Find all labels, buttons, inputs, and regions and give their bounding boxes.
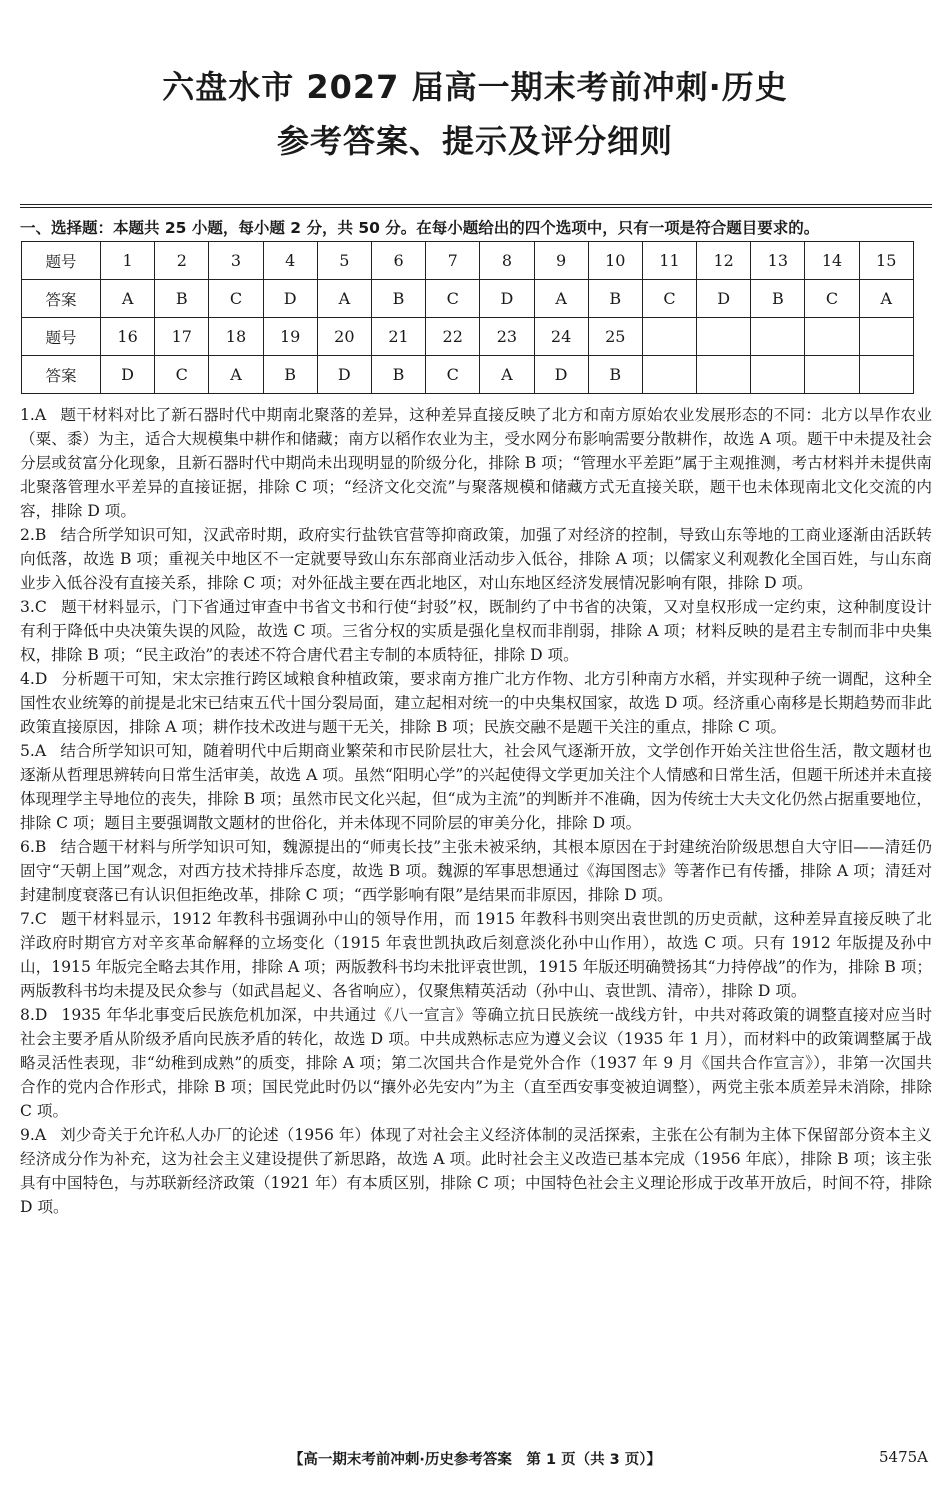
item-number: 7. [20, 910, 35, 928]
question-number: 16 [101, 318, 155, 356]
question-number: 19 [263, 318, 317, 356]
question-number: 12 [697, 242, 751, 280]
document-title: 六盘水市 2027 届高一期末考前冲刺·历史 [162, 68, 788, 106]
answer-cell: B [588, 280, 642, 318]
question-number: 9 [534, 242, 588, 280]
answer-cell: A [534, 280, 588, 318]
question-number-row-1 [22, 242, 914, 280]
header-divider-thin [20, 207, 932, 208]
item-text: 结合所学知识可知，汉武帝时期，政府实行盐铁官营等抑商政策，加强了对经济的控制，导致山东等地的工商业逐渐由活跃转向低落，故选 B 项；重视关中地区不一定就要导致山东东部商业活动步入低谷，排除 A 项；以儒家义利观教化全国百姓，与山东商业步入低谷没有直接关系，排除 C 项；对外征战主要在西北地区，对山东地区经济发展情况影响有限，排除 D 项。 [20, 526, 932, 592]
answer-cell: D [534, 356, 588, 394]
item-number: 4. [20, 670, 35, 688]
explanation-item [20, 403, 932, 523]
question-number [805, 318, 859, 356]
answer-cell: B [263, 356, 317, 394]
item-number: 6. [20, 838, 35, 856]
question-number: 2 [155, 242, 209, 280]
item-number: 3. [20, 598, 35, 616]
answer-cell: C [426, 356, 480, 394]
explanation-item [20, 595, 932, 667]
answer-row-2 [22, 356, 914, 394]
answer-cell: B [588, 356, 642, 394]
answer-cell: A [317, 280, 371, 318]
explanation-item [20, 835, 932, 907]
item-text: 刘少奇关于允许私人办厂的论述（1956 年）体现了对社会主义经济体制的灵活探索，主张在公有制为主体下保留部分资本主义经济成分作为补充，这为社会主义建设提供了新思路，故选 A 项。此时社会主义改造已基本完成（1956 年底），排除 B 项；该主张具有中国特色，与苏联新经济政策（1921 年）有本质区别，排除 C 项；中国特色社会主义理论形成于改革开放后，时间不符，排除 D 项。 [20, 1126, 932, 1216]
item-text: 结合所学知识可知，随着明代中后期商业繁荣和市民阶层壮大，社会风气逐渐开放，文学创作开始关注世俗生活，散文题材也逐渐从哲理思辨转向日常生活审美，故选 A 项。虽然“阳明心学”的兴起使得文学更加关注个人情感和日常生活，但题干所述并未直接体现理学主导地位的丧失，排除 B 项；虽然市民文化兴起，但“成为主流”的判断并不准确，因为传统士大夫文化仍然占据重要地位，排除 C 项；题目主要强调散文题材的世俗化，并未体现不同阶层的审美分化，排除 D 项。 [20, 742, 932, 832]
row-label-answer: 答案 [22, 280, 101, 318]
question-number: 1 [101, 242, 155, 280]
item-answer: D [34, 1006, 48, 1024]
item-number: 9. [20, 1126, 35, 1144]
item-answer: B [34, 838, 47, 856]
answer-cell: B [371, 280, 425, 318]
question-number: 17 [155, 318, 209, 356]
answer-cell: A [480, 356, 534, 394]
explanation-item [20, 1123, 932, 1219]
answer-cell [805, 356, 859, 394]
item-number: 2. [20, 526, 35, 544]
question-number [859, 318, 913, 356]
answer-cell: B [751, 280, 805, 318]
item-text: 题干材料对比了新石器时代中期南北聚落的差异，这种差异直接反映了北方和南方原始农业发展形态的不同：北方以旱作农业（粟、黍）为主，适合大规模集中耕作和储藏；南方以稻作农业为主，受水网分布影响需要分散耕作，故选 A 项。题干中未提及社会分层或贫富分化现象，且新石器时代中期尚未出现明显的阶级分化，排除 B 项；“管理水平差距”属于主观推测，考古材料并未提供南北聚落管理水平差异的直接证据，排除 C 项；“经济文化交流”与聚落规模和储藏方式无直接关联，题干也未体现南北文化交流的内容，排除 D 项。 [20, 406, 932, 520]
item-text: 分析题干可知，宋太宗推行跨区域粮食种植政策，要求南方推广北方作物、北方引种南方水稻，并实现种子统一调配，这种全国性农业统筹的前提是北宋已结束五代十国分裂局面，建立起相对统一的中央集权国家，故选 D 项。经济重心南移是长期趋势而非此政策直接原因，排除 A 项；耕作技术改进与题干无关，排除 B 项；民族交融不是题干关注的重点，排除 C 项。 [20, 670, 932, 736]
question-number [697, 318, 751, 356]
question-number: 24 [534, 318, 588, 356]
document-code: 5475A [878, 1448, 928, 1466]
question-number: 5 [317, 242, 371, 280]
question-number: 23 [480, 318, 534, 356]
answer-cell: C [155, 356, 209, 394]
item-answer: A [34, 1126, 47, 1144]
question-number: 10 [588, 242, 642, 280]
question-number: 8 [480, 242, 534, 280]
question-number: 20 [317, 318, 371, 356]
section-heading: 一、选择题：本题共 25 小题，每小题 2 分，共 50 分。在每小题给出的四个选项中，只有一项是符合题目要求的。 [20, 219, 820, 237]
answer-cell: C [642, 280, 696, 318]
answer-cell: C [426, 280, 480, 318]
answer-cell: A [209, 356, 263, 394]
question-number: 18 [209, 318, 263, 356]
answer-cell: D [263, 280, 317, 318]
answer-cell [642, 356, 696, 394]
explanation-item [20, 1003, 932, 1123]
explanation-item [20, 739, 932, 835]
question-number: 25 [588, 318, 642, 356]
question-number-row-2 [22, 318, 914, 356]
question-number: 22 [426, 318, 480, 356]
answer-cell: B [155, 280, 209, 318]
answer-cell: D [480, 280, 534, 318]
item-text: 结合题干材料与所学知识可知，魏源提出的“师夷长技”主张未被采纳，其根本原因在于封建统治阶级思想自大守旧——清廷仍固守“天朝上国”观念，对西方技术持排斥态度，故选 B 项。魏源的军事思想通过《海国图志》等著作已有传播，排除 A 项；清廷对封建制度衰落已有认识但拒绝改革，排除 C 项；“西学影响有限”是结果而非原因，排除 D 项。 [20, 838, 932, 904]
item-number: 8. [20, 1006, 35, 1024]
answer-cell [859, 356, 913, 394]
answer-table [21, 241, 914, 394]
row-label-question: 题号 [22, 318, 101, 356]
answer-cell: C [805, 280, 859, 318]
explanations-list [20, 403, 932, 1219]
answer-cell: D [317, 356, 371, 394]
row-label-answer: 答案 [22, 356, 101, 394]
answer-row-1 [22, 280, 914, 318]
item-number: 5. [20, 742, 35, 760]
explanation-item [20, 907, 932, 1003]
explanation-item [20, 523, 932, 595]
question-number: 15 [859, 242, 913, 280]
item-text: 题干材料显示，门下省通过审查中书省文书和行使“封驳”权，既制约了中书省的决策，又对皇权形成一定约束，这种制度设计有利于降低中央决策失误的风险，故选 C 项。三省分权的实质是强化皇权而非削弱，排除 A 项；材料反映的是君主专制而非中央集权，排除 B 项；“民主政治”的表述不符合唐代君主专制的本质特征，排除 D 项。 [20, 598, 932, 664]
item-answer: C [34, 598, 47, 616]
question-number: 3 [209, 242, 263, 280]
item-answer: A [34, 406, 47, 424]
question-number [642, 318, 696, 356]
answer-cell: A [859, 280, 913, 318]
answer-cell [751, 356, 805, 394]
question-number: 4 [263, 242, 317, 280]
item-answer: A [34, 742, 47, 760]
item-text: 1935 年华北事变后民族危机加深，中共通过《八一宣言》等确立抗日民族统一战线方针，中共对蒋政策的调整直接对应当时社会主要矛盾从阶级矛盾向民族矛盾的转化，故选 D 项。中共成熟标志应为遵义会议（1935 年 1 月），而材料中的政策调整属于战略灵活性表现，非“幼稚到成熟”的质变，排除 A 项；第二次国共合作是党外合作（1937 年 9 月《国共合作宣言》），非第一次国共合作的党内合作形式，排除 B 项；国民党此时仍以“攘外必先安内”为主（直至西安事变被迫调整），两党主张本质差异未消除，排除 C 项。 [20, 1006, 932, 1120]
answer-cell: C [209, 280, 263, 318]
question-number: 6 [371, 242, 425, 280]
row-label-question: 题号 [22, 242, 101, 280]
question-number: 21 [371, 318, 425, 356]
answer-cell: A [101, 280, 155, 318]
answer-cell: B [371, 356, 425, 394]
question-number: 13 [751, 242, 805, 280]
question-number [751, 318, 805, 356]
item-number: 1. [20, 406, 35, 424]
explanation-item [20, 667, 932, 739]
question-number: 11 [642, 242, 696, 280]
question-number: 14 [805, 242, 859, 280]
header-divider [20, 204, 932, 205]
item-answer: D [34, 670, 48, 688]
item-answer: C [34, 910, 47, 928]
document-subtitle: 参考答案、提示及评分细则 [276, 122, 673, 160]
answer-cell: D [101, 356, 155, 394]
page-footer: 【高一期末考前冲刺·历史参考答案 第 1 页（共 3 页）】 [288, 1452, 662, 1468]
answer-cell [697, 356, 751, 394]
item-answer: B [34, 526, 47, 544]
item-text: 题干材料显示，1912 年教科书强调孙中山的领导作用，而 1915 年教科书则突出袁世凯的历史贡献，这种差异直接反映了北洋政府时期官方对辛亥革命解释的立场变化（1915 年袁世凯执政后刻意淡化孙中山作用），故选 C 项。只有 1912 年版提及孙中山，1915 年版完全略去其作用，排除 A 项；两版教科书均未批评袁世凯，1915 年版还明确赞扬其“力持停战”的作为，排除 B 项；两版教科书均未提及民众参与（如武昌起义、各省响应），仅聚焦精英活动（孙中山、袁世凯、清帝），排除 D 项。 [20, 910, 932, 1000]
question-number: 7 [426, 242, 480, 280]
answer-cell: D [697, 280, 751, 318]
